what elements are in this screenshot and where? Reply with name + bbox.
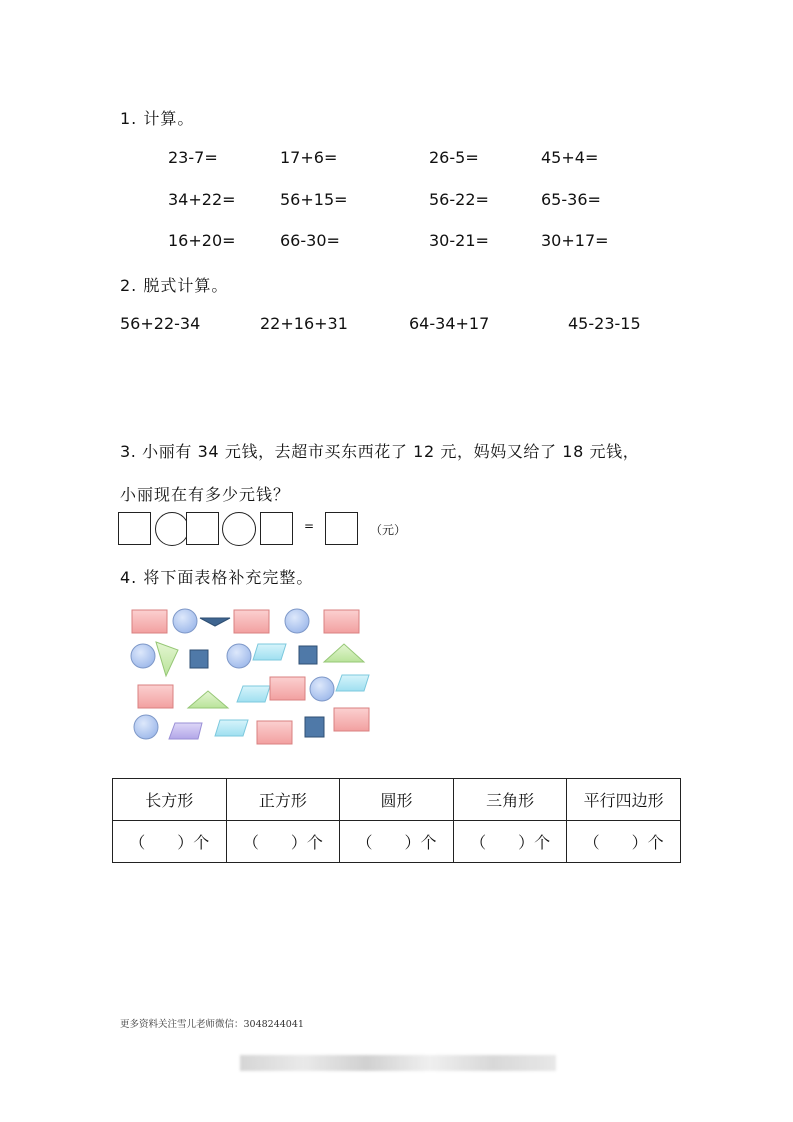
circle-shape <box>134 715 158 739</box>
q1-problem: 56+15= <box>280 190 348 209</box>
result-box[interactable] <box>325 512 358 545</box>
rectangle-shape <box>334 708 369 731</box>
answer-box[interactable] <box>260 512 293 545</box>
q1-problem: 17+6= <box>280 148 338 167</box>
rectangle-shape <box>234 610 269 633</box>
answer-box[interactable] <box>186 512 219 545</box>
q1-problem: 16+20= <box>168 231 236 250</box>
rectangle-shape <box>270 677 305 700</box>
unit-label: （元） <box>370 523 407 537</box>
circle-shape <box>131 644 155 668</box>
equals-sign: = <box>304 519 315 533</box>
shape-count-table <box>112 778 681 863</box>
shapes-figure <box>120 600 380 750</box>
table-header-cell: 三角形 <box>453 779 567 821</box>
table-header-cell: 圆形 <box>340 779 454 821</box>
q2-expression: 64-34+17 <box>409 314 490 333</box>
q1-problem: 30+17= <box>541 231 609 250</box>
q3-problem-line1: 3. 小丽有 34 元钱，去超市买东西花了 12 元，妈妈又给了 18 元钱， <box>120 442 640 461</box>
parallelogram-shape <box>336 675 369 691</box>
triangle-shape <box>324 644 364 662</box>
q2-expression: 56+22-34 <box>120 314 201 333</box>
q1-problem: 45+4= <box>541 148 599 167</box>
circle-shape <box>227 644 251 668</box>
triangle-shape <box>188 691 228 708</box>
q4-title: 4. 将下面表格补充完整。 <box>120 568 314 587</box>
q3-problem-line2: 小丽现在有多少元钱？ <box>120 485 291 504</box>
parallelogram-shape <box>253 644 286 660</box>
q1-problem: 34+22= <box>168 190 236 209</box>
operator-circle[interactable] <box>155 512 189 546</box>
q2-title: 2. 脱式计算。 <box>120 276 229 295</box>
footer-note: 更多资料关注雪儿老师微信：3048244041 <box>120 1019 304 1030</box>
circle-shape <box>285 609 309 633</box>
q1-title: 1. 计算。 <box>120 109 195 128</box>
answer-box[interactable] <box>118 512 151 545</box>
circle-shape <box>173 609 197 633</box>
operator-circle[interactable] <box>222 512 256 546</box>
table-answer-cell[interactable]: （ ）个 <box>226 821 340 863</box>
rectangle-shape <box>257 721 292 744</box>
table-header-cell: 平行四边形 <box>567 779 681 821</box>
parallelogram-shape <box>169 723 202 739</box>
table-header-row <box>113 779 681 821</box>
table-answer-cell[interactable]: （ ）个 <box>567 821 681 863</box>
square-shape <box>305 717 324 737</box>
table-header-cell: 长方形 <box>113 779 227 821</box>
table-answer-cell[interactable]: （ ）个 <box>340 821 454 863</box>
parallelogram-shape <box>215 720 248 736</box>
square-shape <box>190 650 208 668</box>
q1-problem: 56-22= <box>429 190 489 209</box>
q1-problem: 66-30= <box>280 231 340 250</box>
triangle-shape <box>200 618 230 626</box>
parallelogram-shape <box>237 686 270 702</box>
circle-shape <box>310 677 334 701</box>
triangle-shape <box>156 642 178 676</box>
table-answer-row <box>113 821 681 863</box>
q1-problem: 26-5= <box>429 148 479 167</box>
q1-problem: 30-21= <box>429 231 489 250</box>
rectangle-shape <box>132 610 167 633</box>
table-header-cell: 正方形 <box>226 779 340 821</box>
blurred-watermark <box>240 1055 556 1071</box>
q1-problem: 65-36= <box>541 190 601 209</box>
square-shape <box>299 646 317 664</box>
q1-problem: 23-7= <box>168 148 218 167</box>
table-answer-cell[interactable]: （ ）个 <box>453 821 567 863</box>
rectangle-shape <box>138 685 173 708</box>
q2-expression: 45-23-15 <box>568 314 641 333</box>
q2-expression: 22+16+31 <box>260 314 348 333</box>
rectangle-shape <box>324 610 359 633</box>
table-answer-cell[interactable]: （ ）个 <box>113 821 227 863</box>
